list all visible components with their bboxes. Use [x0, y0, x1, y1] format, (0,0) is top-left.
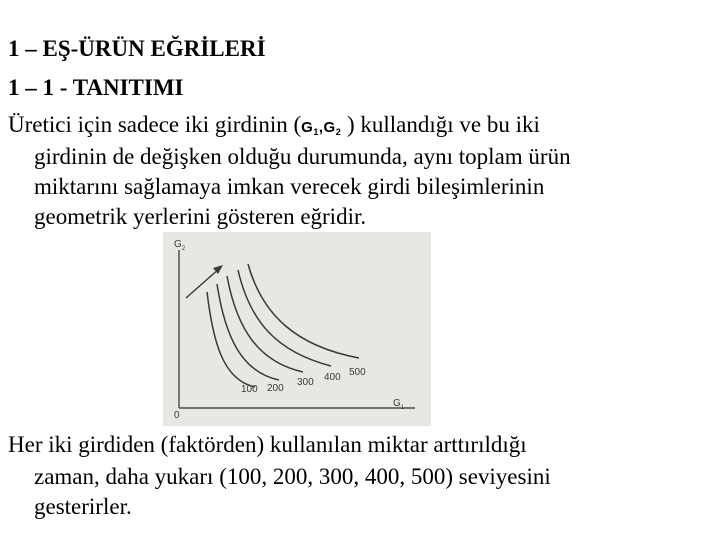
x-axis-label: $G_1$ — [393, 398, 405, 411]
isoquant-curve-100 — [207, 292, 255, 387]
isoquant-curve-500 — [248, 264, 359, 358]
definition-line-2: girdinin de değişken olduğu durumunda, aynı toplam ürün — [34, 144, 571, 169]
origin-label: 0 — [174, 410, 180, 421]
explanation-line-1: Her iki girdiden (faktörden) kullanılan miktar arttırıldığı — [8, 432, 527, 457]
definition-line-3: miktarını sağlamaya imkan verecek girdi bileşimlerinin — [34, 174, 545, 199]
subsection-heading: 1 – 1 - TANITIMI — [8, 75, 184, 100]
curve-label-500: 500 — [349, 367, 366, 378]
isoquant-graph — [163, 232, 431, 426]
y-axis-label: $G_2$ — [174, 239, 186, 252]
definition-text-start: Üretici için sadece iki girdinin ( — [8, 112, 302, 137]
isoquant-curve-300 — [227, 276, 303, 372]
curve-label-300: 300 — [297, 377, 314, 388]
definition-line-4: geometrik yerlerini gösteren eğridir. — [34, 204, 367, 229]
explanation-line-2: zaman, daha yukarı (100, 200, 300, 400, 500) seviyesini — [34, 464, 551, 489]
input-symbols: $G_1,G_2$ — [301, 119, 342, 137]
isoquant-figure — [163, 232, 431, 426]
definition-text-end: ) kullandığı ve bu iki — [341, 112, 540, 137]
increase-arrow — [186, 268, 220, 298]
section-heading: 1 – EŞ-ÜRÜN EĞRİLERİ — [8, 36, 266, 61]
explanation-line-3: gesterirler. — [34, 494, 132, 519]
curve-label-400: 400 — [324, 372, 341, 383]
isoquant-curve-400 — [238, 270, 331, 366]
curve-label-100: 100 — [241, 384, 258, 395]
definition-line-1 — [8, 112, 540, 145]
curve-label-200: 200 — [267, 383, 284, 394]
